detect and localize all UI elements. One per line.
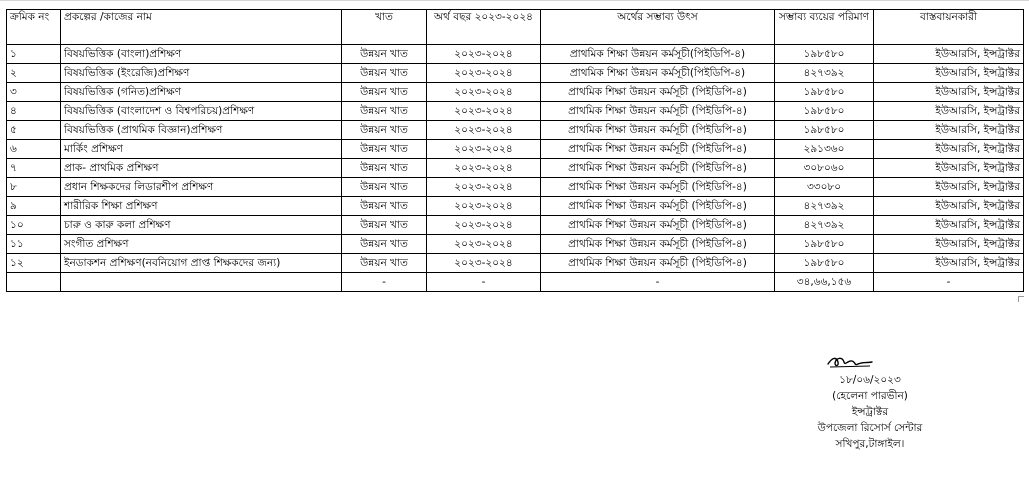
row-serial: ৮ xyxy=(7,178,61,197)
row-project-name: বিষয়ভিত্তিক (বাংলাদেশ ও বিশ্বপরিচয়)প্রশিক্ষণ xyxy=(61,102,342,121)
row-project-name: সংগীত প্রশিক্ষণ xyxy=(61,235,342,254)
page-top-rule xyxy=(0,0,1029,5)
row-estimated-cost: ১৯৮৫৮০ xyxy=(775,235,874,254)
row-fund-source: প্রাথমিক শিক্ষা উন্নয়ন কর্মসূচী (পিইডিপি-৪) xyxy=(541,254,775,273)
row-sector: উন্নয়ন খাত xyxy=(342,178,427,197)
table-row xyxy=(7,45,1024,64)
signatory-office: উপজেলা রিসোর্স সেন্টার xyxy=(817,422,923,434)
row-estimated-cost: ৩০৮০৬০ xyxy=(775,159,874,178)
row-serial: ৬ xyxy=(7,140,61,159)
row-estimated-cost: ২৯১৩৬০ xyxy=(775,140,874,159)
row-estimated-cost: ১৯৮৫৮০ xyxy=(775,83,874,102)
header-project-name: প্রকল্পের /কাজের নাম xyxy=(61,10,342,45)
row-sector: উন্নয়ন খাত xyxy=(342,83,427,102)
total-fiscal-year: - xyxy=(427,273,541,292)
row-implementer: ইউআরসি, ইন্সট্রাক্টর xyxy=(874,121,1024,140)
table-end-marker xyxy=(1018,296,1024,302)
row-fund-source: প্রাথমিক শিক্ষা উন্নয়ন কর্মসূচী(পিইডিপি-৪) xyxy=(541,64,775,83)
row-fund-source: প্রাথমিক শিক্ষা উন্নয়ন কর্মসূচী(পিইডিপি-৪) xyxy=(541,45,775,64)
table-row xyxy=(7,216,1024,235)
row-implementer: ইউআরসি, ইন্সট্রাক্টর xyxy=(874,64,1024,83)
row-estimated-cost: ৩৩০৮০ xyxy=(775,178,874,197)
signature-block xyxy=(780,350,960,452)
table-header-row xyxy=(7,10,1024,45)
header-sector: খাত xyxy=(342,10,427,45)
row-fiscal-year: ২০২৩-২০২৪ xyxy=(427,235,541,254)
row-sector: উন্নয়ন খাত xyxy=(342,216,427,235)
row-fund-source: প্রাথমিক শিক্ষা উন্নয়ন কর্মসূচী (পিইডিপি-৪) xyxy=(541,197,775,216)
header-implementer: বাস্তবায়নকারী xyxy=(874,10,1024,45)
total-fund-source: - xyxy=(541,273,775,292)
row-sector: উন্নয়ন খাত xyxy=(342,64,427,83)
row-fiscal-year: ২০২৩-২০২৪ xyxy=(427,159,541,178)
table-row xyxy=(7,254,1024,273)
row-project-name: প্রাক- প্রাথমিক প্রশিক্ষণ xyxy=(61,159,342,178)
row-fiscal-year: ২০২৩-২০২৪ xyxy=(427,178,541,197)
row-implementer: ইউআরসি, ইন্সট্রাক্টর xyxy=(874,102,1024,121)
row-sector: উন্নয়ন খাত xyxy=(342,102,427,121)
table-row xyxy=(7,83,1024,102)
total-sector: - xyxy=(342,273,427,292)
row-serial: ৪ xyxy=(7,102,61,121)
table-total-row xyxy=(7,273,1024,292)
row-fiscal-year: ২০২৩-২০২৪ xyxy=(427,140,541,159)
row-project-name: প্রধান শিক্ষকদের লিডারশীপ প্রশিক্ষণ xyxy=(61,178,342,197)
row-fiscal-year: ২০২৩-২০২৪ xyxy=(427,45,541,64)
row-implementer: ইউআরসি, ইন্সট্রাক্টর xyxy=(874,178,1024,197)
row-sector: উন্নয়ন খাত xyxy=(342,140,427,159)
signatory-designation: ইন্সট্রাক্টর xyxy=(851,406,889,418)
row-estimated-cost: ১৯৮৫৮০ xyxy=(775,102,874,121)
table-row xyxy=(7,64,1024,83)
row-fiscal-year: ২০২৩-২০২৪ xyxy=(427,64,541,83)
row-fund-source: প্রাথমিক শিক্ষা উন্নয়ন কর্মসূচী (পিইডিপি-৪) xyxy=(541,102,775,121)
row-sector: উন্নয়ন খাত xyxy=(342,121,427,140)
row-implementer: ইউআরসি, ইন্সট্রাক্টর xyxy=(874,216,1024,235)
table-row xyxy=(7,197,1024,216)
row-fund-source: প্রাথমিক শিক্ষা উন্নয়ন কর্মসূচী (পিইডিপি-৪) xyxy=(541,140,775,159)
row-estimated-cost: ১৯৮৫৮০ xyxy=(775,254,874,273)
total-name-empty xyxy=(61,273,342,292)
row-estimated-cost: ১৯৮৫৮০ xyxy=(775,45,874,64)
row-fiscal-year: ২০২৩-২০২৪ xyxy=(427,83,541,102)
row-implementer: ইউআরসি, ইন্সট্রাক্টর xyxy=(874,197,1024,216)
table-row xyxy=(7,102,1024,121)
row-serial: ৯ xyxy=(7,197,61,216)
row-fund-source: প্রাথমিক শিক্ষা উন্নয়ন কর্মসূচী (পিইডিপি-৪) xyxy=(541,159,775,178)
row-implementer: ইউআরসি, ইন্সট্রাক্টর xyxy=(874,235,1024,254)
row-project-name: শারীরিক শিক্ষা প্রশিক্ষণ xyxy=(61,197,342,216)
row-sector: উন্নয়ন খাত xyxy=(342,254,427,273)
row-fiscal-year: ২০২৩-২০২৪ xyxy=(427,197,541,216)
row-estimated-cost: ৪২৭৩৯২ xyxy=(775,197,874,216)
row-project-name: বিষয়ভিত্তিক (বাংলা)প্রশিক্ষণ xyxy=(61,45,342,64)
header-serial: ক্রমিক নং xyxy=(7,10,61,45)
table-row xyxy=(7,140,1024,159)
row-serial: ৭ xyxy=(7,159,61,178)
signature-date: ১৮/০৬/২০২৩ xyxy=(839,374,901,386)
row-sector: উন্নয়ন খাত xyxy=(342,45,427,64)
row-sector: উন্নয়ন খাত xyxy=(342,235,427,254)
row-fund-source: প্রাথমিক শিক্ষা উন্নয়ন কর্মসূচী (পিইডিপি-৪) xyxy=(541,121,775,140)
row-implementer: ইউআরসি, ইন্সট্রাক্টর xyxy=(874,159,1024,178)
row-implementer: ইউআরসি, ইন্সট্রাক্টর xyxy=(874,254,1024,273)
table-row xyxy=(7,235,1024,254)
table-row xyxy=(7,121,1024,140)
header-fund-source: অর্থের সম্ভাব্য উৎস xyxy=(541,10,775,45)
row-fund-source: প্রাথমিক শিক্ষা উন্নয়ন কর্মসূচী (পিইডিপি-৪) xyxy=(541,83,775,102)
row-fiscal-year: ২০২৩-২০২৪ xyxy=(427,102,541,121)
row-project-name: বিষয়ভিত্তিক (ইংরেজি)প্রশিক্ষণ xyxy=(61,64,342,83)
row-serial: ২ xyxy=(7,64,61,83)
table-row xyxy=(7,159,1024,178)
row-implementer: ইউআরসি, ইন্সট্রাক্টর xyxy=(874,140,1024,159)
row-fund-source: প্রাথমিক শিক্ষা উন্নয়ন কর্মসূচী (পিইডিপি-৪) xyxy=(541,235,775,254)
row-implementer: ইউআরসি, ইন্সট্রাক্টর xyxy=(874,83,1024,102)
row-implementer: ইউআরসি, ইন্সট্রাক্টর xyxy=(874,45,1024,64)
signatory-name: (হেলেনা পারভীন) xyxy=(832,390,908,402)
row-sector: উন্নয়ন খাত xyxy=(342,197,427,216)
row-serial: ১ xyxy=(7,45,61,64)
training-budget-table xyxy=(6,9,1024,292)
total-serial-empty xyxy=(7,273,61,292)
row-project-name: চারু ও কারু কলা প্রশিক্ষণ xyxy=(61,216,342,235)
signatory-location: সখিপুর,টাঙ্গাইল। xyxy=(835,438,905,450)
row-estimated-cost: ১৯৮৫৮০ xyxy=(775,121,874,140)
header-estimated-cost: সম্ভাব্য ব্যয়ের পরিমাণ xyxy=(775,10,874,45)
row-sector: উন্নয়ন খাত xyxy=(342,159,427,178)
total-estimated-cost: ৩৪,৬৬,১৫৬ xyxy=(775,273,874,292)
row-fund-source: প্রাথমিক শিক্ষা উন্নয়ন কর্মসূচী (পিইডিপি-৪) xyxy=(541,216,775,235)
row-fiscal-year: ২০২৩-২০২৪ xyxy=(427,121,541,140)
row-serial: ৩ xyxy=(7,83,61,102)
row-project-name: ইনডাকশন প্রশিক্ষণ(নবনিয়োগ প্রাপ্ত শিক্ষকদের জন্য) xyxy=(61,254,342,273)
row-fiscal-year: ২০২৩-২০২৪ xyxy=(427,254,541,273)
row-estimated-cost: ৪২৭৩৯২ xyxy=(775,216,874,235)
row-serial: ১১ xyxy=(7,235,61,254)
row-project-name: বিষয়ভিত্তিক (গনিত)প্রশিক্ষণ xyxy=(61,83,342,102)
row-serial: ৫ xyxy=(7,121,61,140)
row-fiscal-year: ২০২৩-২০২৪ xyxy=(427,216,541,235)
row-estimated-cost: ৪২৭৩৯২ xyxy=(775,64,874,83)
row-serial: ১০ xyxy=(7,216,61,235)
row-serial: ১২ xyxy=(7,254,61,273)
row-project-name: বিষয়ভিত্তিক (প্রাথমিক বিজ্ঞান)প্রশিক্ষণ xyxy=(61,121,342,140)
table-row xyxy=(7,178,1024,197)
row-fund-source: প্রাথমিক শিক্ষা উন্নয়ন কর্মসূচী (পিইডিপি-৪) xyxy=(541,178,775,197)
header-fiscal-year: অর্থ বছর ২০২৩-২০২৪ xyxy=(427,10,541,45)
row-project-name: মার্কিং প্রশিক্ষণ xyxy=(61,140,342,159)
total-implementer: - xyxy=(874,273,1024,292)
